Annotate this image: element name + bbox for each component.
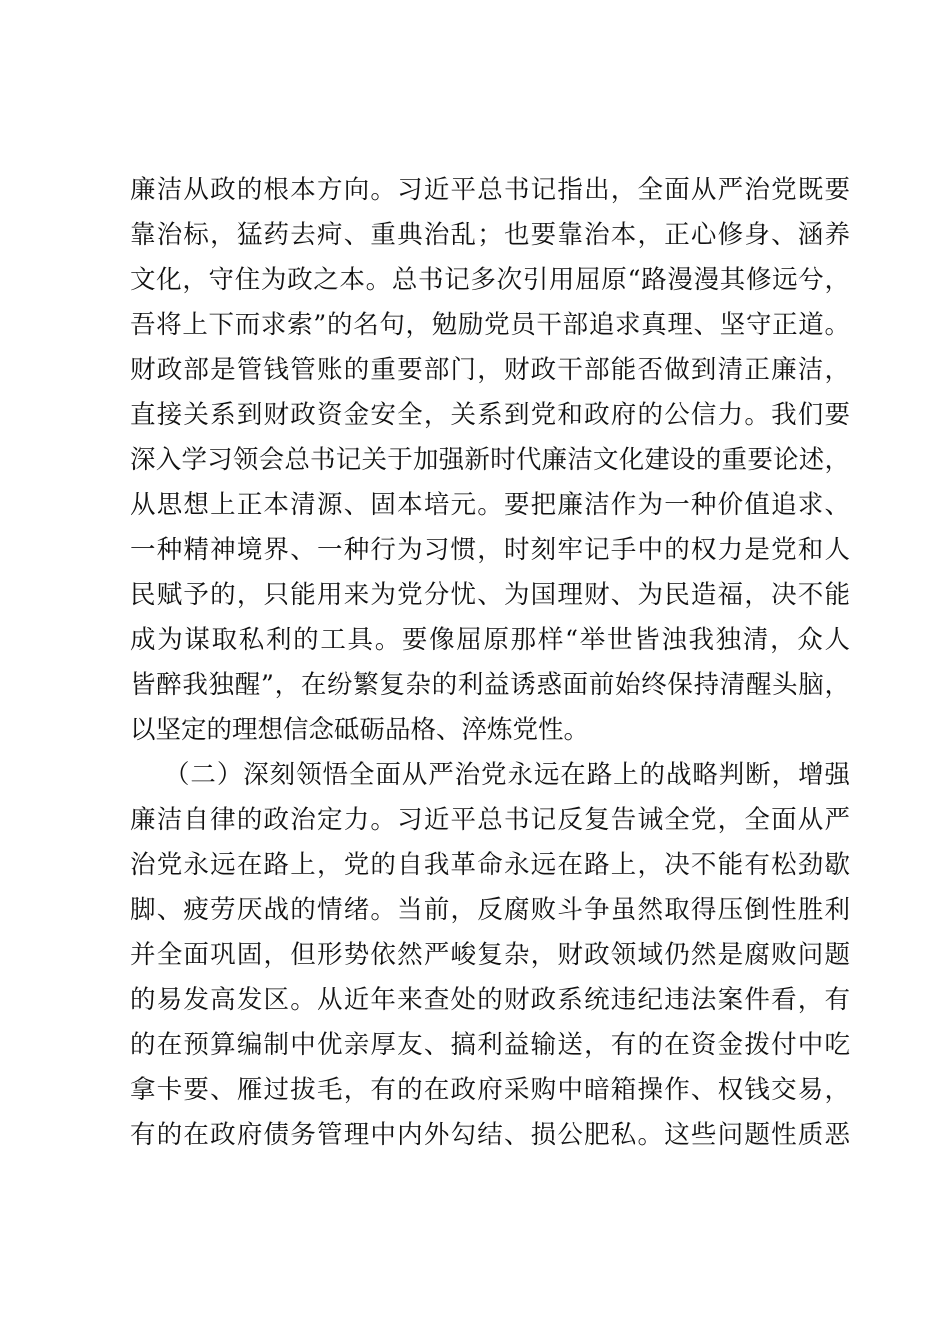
section-heading-line: （二）深刻领悟全面从严治党永远在路上的战略判断，增强 (164, 760, 850, 790)
text-line: 吾将上下而求索”的名句，勉励党员干部追求真理、坚守正道。 (130, 310, 850, 340)
text-line: 从思想上正本清源、固本培元。要把廉洁作为一种价值追求、 (130, 490, 850, 520)
text-line: 廉洁从政的根本方向。习近平总书记指出，全面从严治党既要 (130, 175, 850, 205)
text-line: 廉洁自律的政治定力。习近平总书记反复告诫全党，全面从严 (130, 805, 850, 835)
text-line: 文化，守住为政之本。总书记多次引用屈原“路漫漫其修远兮， (130, 265, 850, 295)
text-line: 靠治标，猛药去疴、重典治乱；也要靠治本，正心修身、涵养 (130, 220, 850, 250)
text-line: 直接关系到财政资金安全，关系到党和政府的公信力。我们要 (130, 400, 850, 430)
text-line: 拿卡要、雁过拔毛，有的在政府采购中暗箱操作、权钱交易， (130, 1075, 850, 1105)
text-line: 皆醉我独醒”，在纷繁复杂的利益诱惑面前始终保持清醒头脑， (130, 670, 850, 700)
text-line: 深入学习领会总书记关于加强新时代廉洁文化建设的重要论述， (130, 445, 850, 475)
body-text (130, 168, 850, 1158)
text-line: 有的在政府债务管理中内外勾结、损公肥私。这些问题性质恶 (130, 1120, 850, 1150)
text-line: 财政部是管钱管账的重要部门，财政干部能否做到清正廉洁， (130, 355, 850, 385)
text-line: 一种精神境界、一种行为习惯，时刻牢记手中的权力是党和人 (130, 535, 850, 565)
text-line: 治党永远在路上，党的自我革命永远在路上，决不能有松劲歇 (130, 850, 850, 880)
text-line: 的易发高发区。从近年来查处的财政系统违纪违法案件看，有 (130, 985, 850, 1015)
text-line: 民赋予的，只能用来为党分忧、为国理财、为民造福，决不能 (130, 580, 850, 610)
text-line: 的在预算编制中优亲厚友、搞利益输送，有的在资金拨付中吃 (130, 1030, 850, 1060)
text-line: 脚、疲劳厌战的情绪。当前，反腐败斗争虽然取得压倒性胜利 (130, 895, 850, 925)
text-line: 成为谋取私利的工具。要像屈原那样“举世皆浊我独清，众人 (130, 625, 850, 655)
text-line: 并全面巩固，但形势依然严峻复杂，财政领域仍然是腐败问题 (130, 940, 850, 970)
paragraph-end-line: 以坚定的理想信念砥砺品格、淬炼党性。 (130, 715, 590, 745)
